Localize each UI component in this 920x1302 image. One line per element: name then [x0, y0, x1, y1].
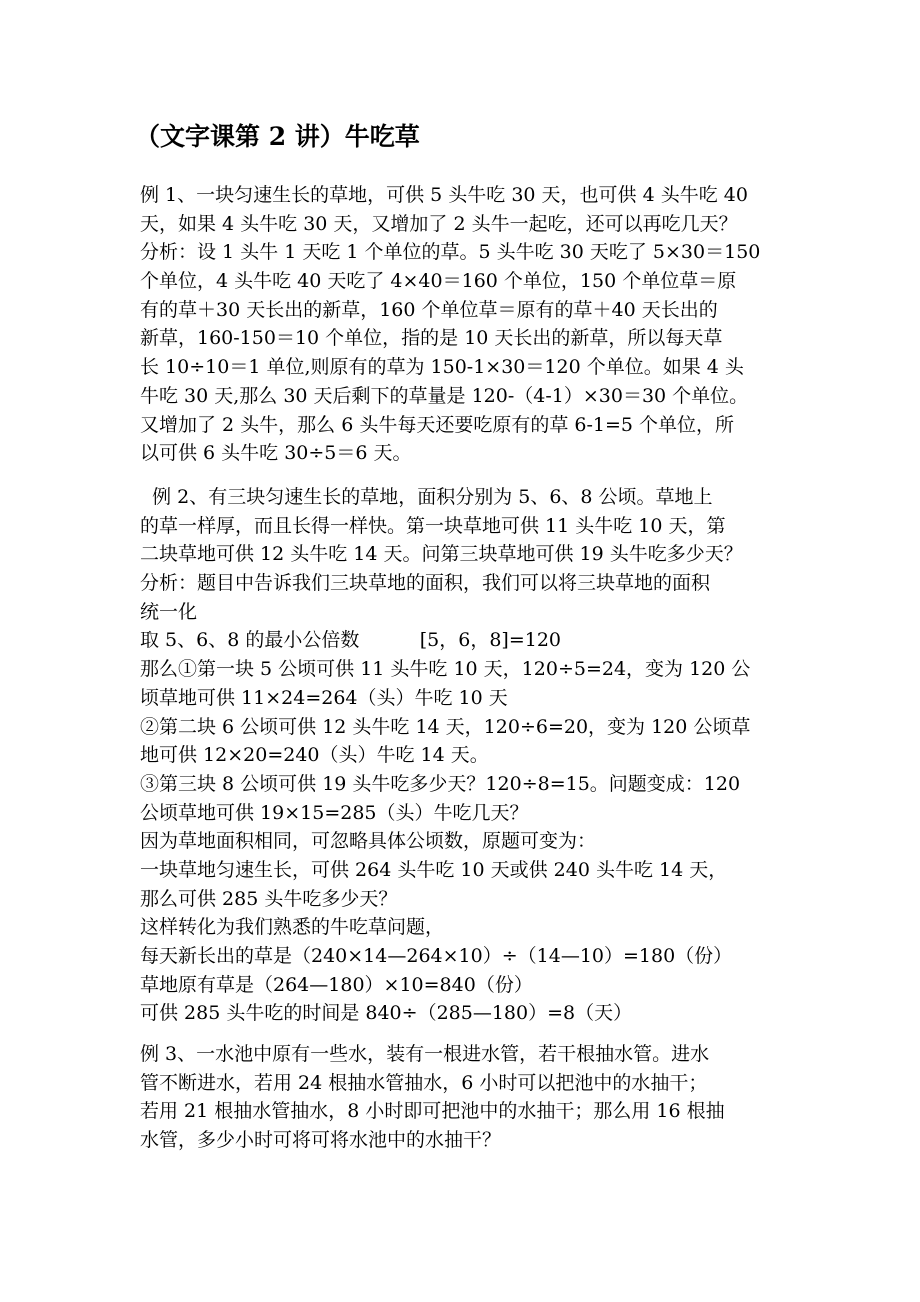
example-2-line: 例 2、有三块匀速生长的草地，面积分别为 5、6、8 公顷。草地上	[140, 486, 713, 508]
example-2-line: 草地原有草是（264—180）×10=840（份）	[140, 973, 533, 996]
example-1	[140, 181, 800, 468]
example-1-line: 以可供 6 头牛吃 30÷5＝6 天。	[140, 442, 412, 465]
example-1-line: 个单位，4 头牛吃 40 天吃了 4×40＝160 个单位，150 个单位草＝原	[140, 270, 737, 293]
example-2-line: 每天新长出的草是（240×14—264×10）÷（14—10）=180（份）	[140, 945, 733, 967]
example-2-line: ②第二块 6 公顷可供 12 头牛吃 14 天，120÷6=20，变为 120 公顷草	[140, 715, 751, 738]
example-2-line: 一块草地匀速生长，可供 264 头牛吃 10 天或供 240 头牛吃 14 天，	[140, 858, 728, 881]
example-2-line: 二块草地可供 12 头牛吃 14 天。问第三块草地可供 19 头牛吃多少天？	[140, 543, 743, 566]
example-2-line: 公顷草地可供 19×15=285（头）牛吃几天？	[140, 801, 529, 824]
example-2-line: 的草一样厚，而且长得一样快。第一块草地可供 11 头牛吃 10 天，第	[140, 514, 726, 537]
example-2-line: 取 5、6、8 的最小公倍数 [5，6，8]=120	[140, 629, 562, 652]
example-2-line: 统一化	[140, 600, 198, 623]
example-2-line: 地可供 12×20=240（头）牛吃 14 天。	[140, 744, 489, 767]
example-1-line: 有的草＋30 天长出的新草，160 个单位草＝原有的草＋40 天长出的	[140, 298, 718, 321]
example-1-line: 长 10÷10＝1 单位,则原有的草为 150-1×30＝120 个单位。如果 4 头	[140, 356, 744, 379]
example-1-line: 牛吃 30 天,那么 30 天后剩下的草量是 120-（4-1）×30＝30 个单位。	[140, 384, 749, 407]
example-1-line: 例 1、一块匀速生长的草地，可供 5 头牛吃 30 天，也可供 4 头牛吃 40	[140, 184, 748, 206]
example-2-line: 那么①第一块 5 公顷可供 11 头牛吃 10 天，120÷5=24，变为 120 公	[140, 658, 751, 681]
example-3	[140, 1040, 800, 1155]
example-1-line: 天，如果 4 头牛吃 30 天，又增加了 2 头牛一起吃，还可以再吃几天？	[140, 212, 738, 235]
example-2-line: 分析：题目中告诉我们三块草地的面积，我们可以将三块草地的面积	[140, 572, 711, 595]
example-2-line: 可供 285 头牛吃的时间是 840÷（285—180）=8（天）	[140, 1002, 633, 1025]
example-3-line: 管不断进水，若用 24 根抽水管抽水，6 小时可以把池中的水抽干；	[140, 1071, 708, 1094]
document-title: （文字课第 2 讲）牛吃草	[135, 122, 420, 151]
example-2-line: 那么可供 285 头牛吃多少天？	[140, 887, 398, 910]
example-2-line: ③第三块 8 公顷可供 19 头牛吃多少天？120÷8=15。问题变成：120	[140, 772, 741, 795]
example-1-line: 又增加了 2 头牛，那么 6 头牛每天还要吃原有的草 6-1=5 个单位，所	[140, 413, 735, 436]
example-1-line: 新草，160-150＝10 个单位，指的是 10 天长出的新草，所以每天草	[140, 327, 723, 350]
example-3-line: 例 3、一水池中原有一些水，装有一根进水管，若干根抽水管。进水	[140, 1043, 710, 1065]
example-2-line: 这样转化为我们熟悉的牛吃草问题，	[140, 916, 445, 939]
example-2-line: 顷草地可供 11×24=264（头）牛吃 10 天	[140, 686, 508, 709]
example-2-line: 因为草地面积相同，可忽略具体公顷数，原题可变为：	[140, 830, 597, 853]
example-3-line: 若用 21 根抽水管抽水，8 小时即可把池中的水抽干；那么用 16 根抽	[140, 1100, 725, 1123]
example-2	[140, 483, 800, 1028]
example-1-line: 分析：设 1 头牛 1 天吃 1 个单位的草。5 头牛吃 30 天吃了 5×30＝150	[140, 241, 761, 264]
example-3-line: 水管，多少小时可将可将水池中的水抽干？	[140, 1129, 502, 1152]
